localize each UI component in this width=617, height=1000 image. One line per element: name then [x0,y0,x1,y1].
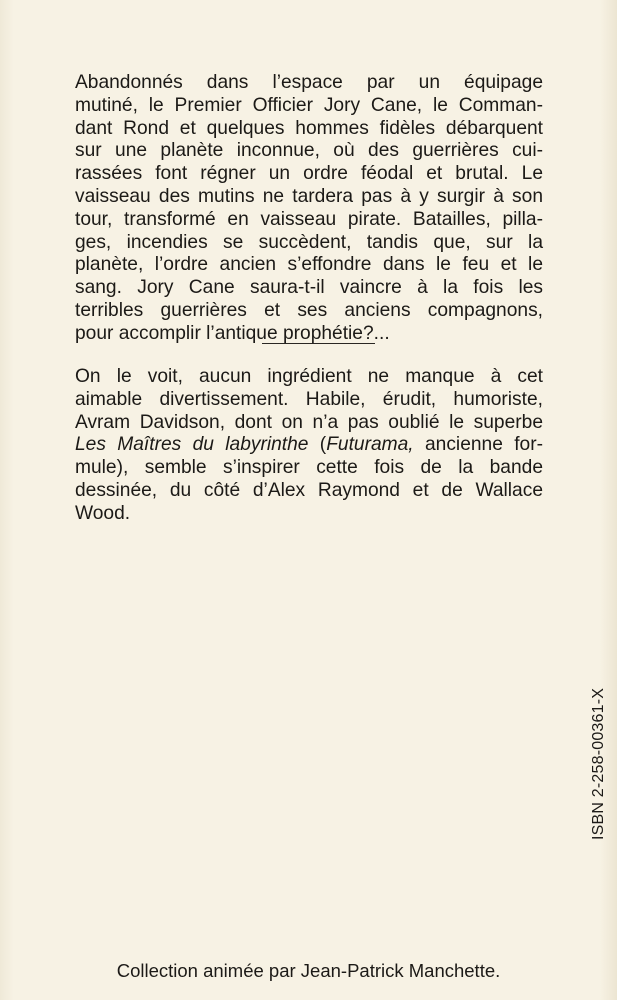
commentary-paragraph [75,366,543,526]
text-line: rassées font régner un ordre féodal et brutal. Le [75,163,543,185]
book-title: Les Maîtres du labyrinthe [75,434,309,456]
text-line: Avram Davidson, dont on n’a pas oublié le superbe [75,411,543,433]
text-line: Abandonnés dans l’espace par un équipage [75,72,543,93]
text-line: mutiné, le Premier Officier Jory Cane, le Comman- [75,94,543,116]
synopsis-paragraph [75,72,543,346]
text-line: sang. Jory Cane saura-t-il vaincre à la fois les [75,277,543,299]
text-line: dant Rond et quelques hommes fidèles débarquent [75,117,543,139]
text-line: dessinée, du côté d’Alex Raymond et de Wallace [75,479,543,501]
text-line: Wood. [75,502,131,524]
text-line: On le voit, aucun ingrédient ne manque à cet [75,366,543,387]
text-line: ges, incendies se succèdent, tandis que, sur la [75,231,543,253]
text-line: terribles guerrières et ses anciens compagnons, [75,299,543,321]
section-divider [262,343,375,344]
collection-credit: Collection animée par Jean-Patrick Manchette. [116,960,501,981]
isbn-number: ISBN 2-258-00361-X [590,687,607,840]
text-line: aimable divertissement. Habile, érudit, humoriste, [75,388,543,410]
text-line-with-titles [75,434,543,457]
text-line: pour accomplir l’antique prophétie?... [75,322,390,344]
text-line: sur une planète inconnue, où des guerrières cui- [75,140,543,162]
series-title: Futurama, [326,434,414,456]
open-paren: ( [308,434,327,456]
text-line: planète, l’ordre ancien s’effondre dans le feu et le [75,254,543,276]
text-line: tour, transformé en vaisseau pirate. Batailles, pilla- [75,208,543,230]
text-line: mule), semble s’inspirer cette fois de la bande [75,457,543,479]
text-fragment: ancienne for- [413,434,543,456]
text-line: vaisseau des mutins ne tardera pas à y surgir à son [75,185,543,207]
